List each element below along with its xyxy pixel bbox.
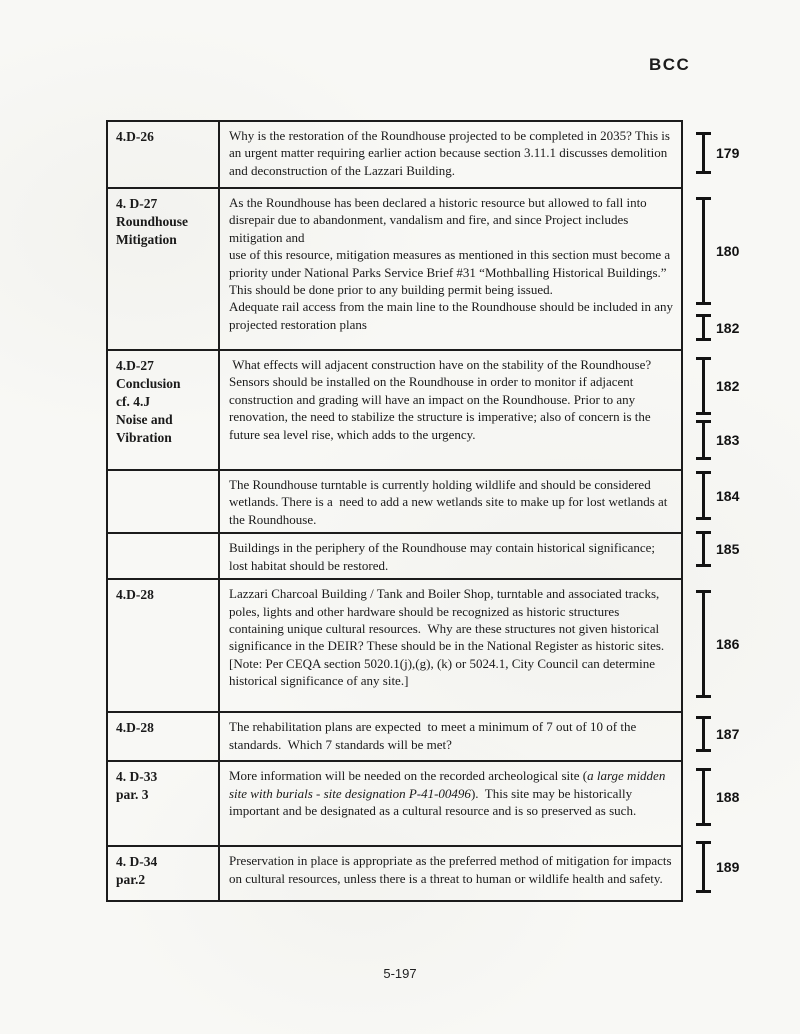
row-label-line: par.2 [116, 872, 146, 888]
row-label-line: Vibration [116, 430, 172, 445]
comment-bracket [696, 716, 748, 752]
table-row [108, 122, 681, 187]
row-label-line: Noise and [116, 412, 173, 427]
row-label-line: 4.D-26 [116, 129, 154, 144]
comment-bracket [696, 590, 748, 698]
comment-bracket [696, 197, 748, 305]
table-row [108, 349, 681, 469]
row-body-cell [220, 847, 681, 900]
row-label-cell [108, 580, 220, 711]
table-row [108, 187, 681, 349]
bracket-cap-icon [696, 695, 711, 698]
comment-number: 179 [716, 145, 740, 161]
row-label-cell [108, 762, 220, 845]
comment-bracket [696, 420, 748, 460]
comment-bracket [696, 471, 748, 520]
comment-bracket [696, 132, 748, 174]
row-label-line: Conclusion [116, 376, 181, 391]
comment-bracket [696, 314, 748, 341]
bracket-stem-icon [702, 768, 705, 826]
bracket-cap-icon [696, 564, 711, 567]
bracket-stem-icon [702, 841, 705, 893]
body-paragraph: As the Roundhouse has been declared a historic resource but allowed to fall into disrepair due to abandonment, vandalism and fire, and since Project includes mitigation and [229, 195, 650, 245]
bracket-stem-icon [702, 590, 705, 698]
bracket-stem-icon [702, 716, 705, 752]
comment-number: 182 [716, 319, 740, 336]
document-header-label: BCC [649, 55, 691, 74]
table-row [108, 711, 681, 760]
page-number: 5-197 [383, 966, 417, 981]
row-label-line: Roundhouse [116, 214, 189, 229]
comment-number: 182 [716, 378, 740, 394]
body-text-segment: More information will be needed on the recorded archeological site ( [229, 768, 588, 784]
comment-number: 184 [716, 487, 740, 504]
bracket-cap-icon [696, 171, 711, 174]
table-row [108, 469, 681, 532]
bracket-stem-icon [702, 197, 705, 305]
comment-table [106, 120, 683, 902]
bracket-stem-icon [702, 531, 705, 567]
row-label-cell [108, 847, 220, 900]
row-body-cell [220, 534, 681, 578]
comment-number: 187 [716, 726, 740, 742]
row-body-cell [220, 189, 681, 349]
comment-bracket [696, 841, 748, 893]
body-text-segment: ). This site may be historically important and be designated as a cultural resource and is so preserved as such. [229, 785, 637, 819]
row-label-line: 4.D-28 [116, 587, 154, 603]
bracket-cap-icon [696, 890, 711, 893]
comment-number: 185 [716, 541, 740, 557]
body-paragraph: The Roundhouse turntable is currently holding wildlife and should be considered wetlands. There is a need to add a new wetlands site to make up for lost wetlands at the Roundhouse. [229, 477, 671, 527]
row-body-cell [220, 122, 681, 187]
body-paragraph: use of this resource, mitigation measures as mentioned in this section must become a priority under National Parks Service Brief #31 “Mothballing Historical Buildings.” This should be done prior to any building permit being issued. [229, 247, 674, 298]
row-label-cell [108, 534, 220, 578]
bracket-stem-icon [702, 314, 705, 341]
comment-bracket [696, 531, 748, 567]
row-body-cell [220, 471, 681, 532]
bracket-stem-icon [702, 357, 705, 415]
row-label-cell [108, 471, 220, 532]
body-paragraph [229, 767, 674, 819]
body-paragraph: Adequate rail access from the main line to the Roundhouse should be included in any projected restoration plans [229, 299, 677, 332]
body-text-italic-segment: a large midden site with burials - site designation P-41-00496 [229, 768, 669, 801]
row-label-line: 4. D-33 [116, 769, 158, 785]
comment-number: 180 [716, 243, 740, 259]
body-paragraph: Buildings in the periphery of the Roundhouse may contain historical significance; lost habitat should be restored. [229, 540, 659, 573]
comment-bracket [696, 357, 748, 415]
row-label-line: Mitigation [116, 232, 177, 247]
row-body-cell [220, 713, 681, 760]
row-label-line: 4. D-27 [116, 196, 158, 211]
row-label-line: 4. D-34 [116, 854, 158, 870]
bracket-stem-icon [702, 471, 705, 520]
row-body-cell [220, 762, 681, 845]
comment-number: 188 [716, 789, 740, 805]
bracket-cap-icon [696, 457, 711, 460]
row-body-cell [220, 351, 681, 469]
row-label-line: 4.D-28 [116, 720, 154, 736]
bracket-cap-icon [696, 749, 711, 752]
body-paragraph: Lazzari Charcoal Building / Tank and Boiler Shop, turntable and associated tracks, poles, lights and other hardware should be recognized as historic structures containing unique cultural resources. Why are these structures not given historical significance in the DEIR? These should be in the National Register as historic sites. [Note: Per CEQA section 5020.1(j),(g), (k) or 5024.1, City Council can determine historical significance of any site.] [229, 586, 668, 689]
body-paragraph: What effects will adjacent construction have on the stability of the Roundhouse? Sensors should be installed on the Roundhouse in order to monitor if adjacent construction and grading will have an impact on the Roundhouse. Prior to any renovation, the need to stabilize the structure is imperative; also of concern is the future sea level rise, which adds to the urgency. [229, 357, 655, 442]
row-label-cell [108, 122, 220, 187]
body-paragraph: The rehabilitation plans are expected to meet a minimum of 7 out of 10 of the standards. Which 7 standards will be met? [229, 719, 640, 752]
comment-number: 189 [716, 859, 740, 875]
table-row [108, 578, 681, 711]
row-label-line: 4.D-27 [116, 358, 154, 373]
table-row [108, 532, 681, 578]
comment-bracket [696, 768, 748, 826]
bracket-stem-icon [702, 420, 705, 460]
bracket-cap-icon [696, 823, 711, 826]
bracket-stem-icon [702, 132, 705, 174]
row-label-line: cf. 4.J [116, 394, 151, 409]
body-paragraph: Why is the restoration of the Roundhouse projected to be completed in 2035? This is an urgent matter requiring earlier action because section 3.11.1 discusses demolition and deconstruction of the Lazzari Building. [229, 128, 674, 178]
row-label-cell [108, 351, 220, 469]
bracket-cap-icon [696, 517, 711, 520]
comment-number: 183 [716, 432, 740, 448]
comment-number: 186 [716, 636, 740, 652]
row-label-cell [108, 189, 220, 349]
bracket-cap-icon [696, 302, 711, 305]
row-label-line: par. 3 [116, 787, 149, 803]
bracket-cap-icon [696, 338, 711, 341]
table-row [108, 760, 681, 845]
body-paragraph: Preservation in place is appropriate as the preferred method of mitigation for impacts on cultural resources, unless there is a threat to human or wildlife health and safety. [229, 853, 675, 886]
bracket-cap-icon [696, 412, 711, 415]
row-label-cell [108, 713, 220, 760]
table-row [108, 845, 681, 900]
row-body-cell [220, 580, 681, 711]
